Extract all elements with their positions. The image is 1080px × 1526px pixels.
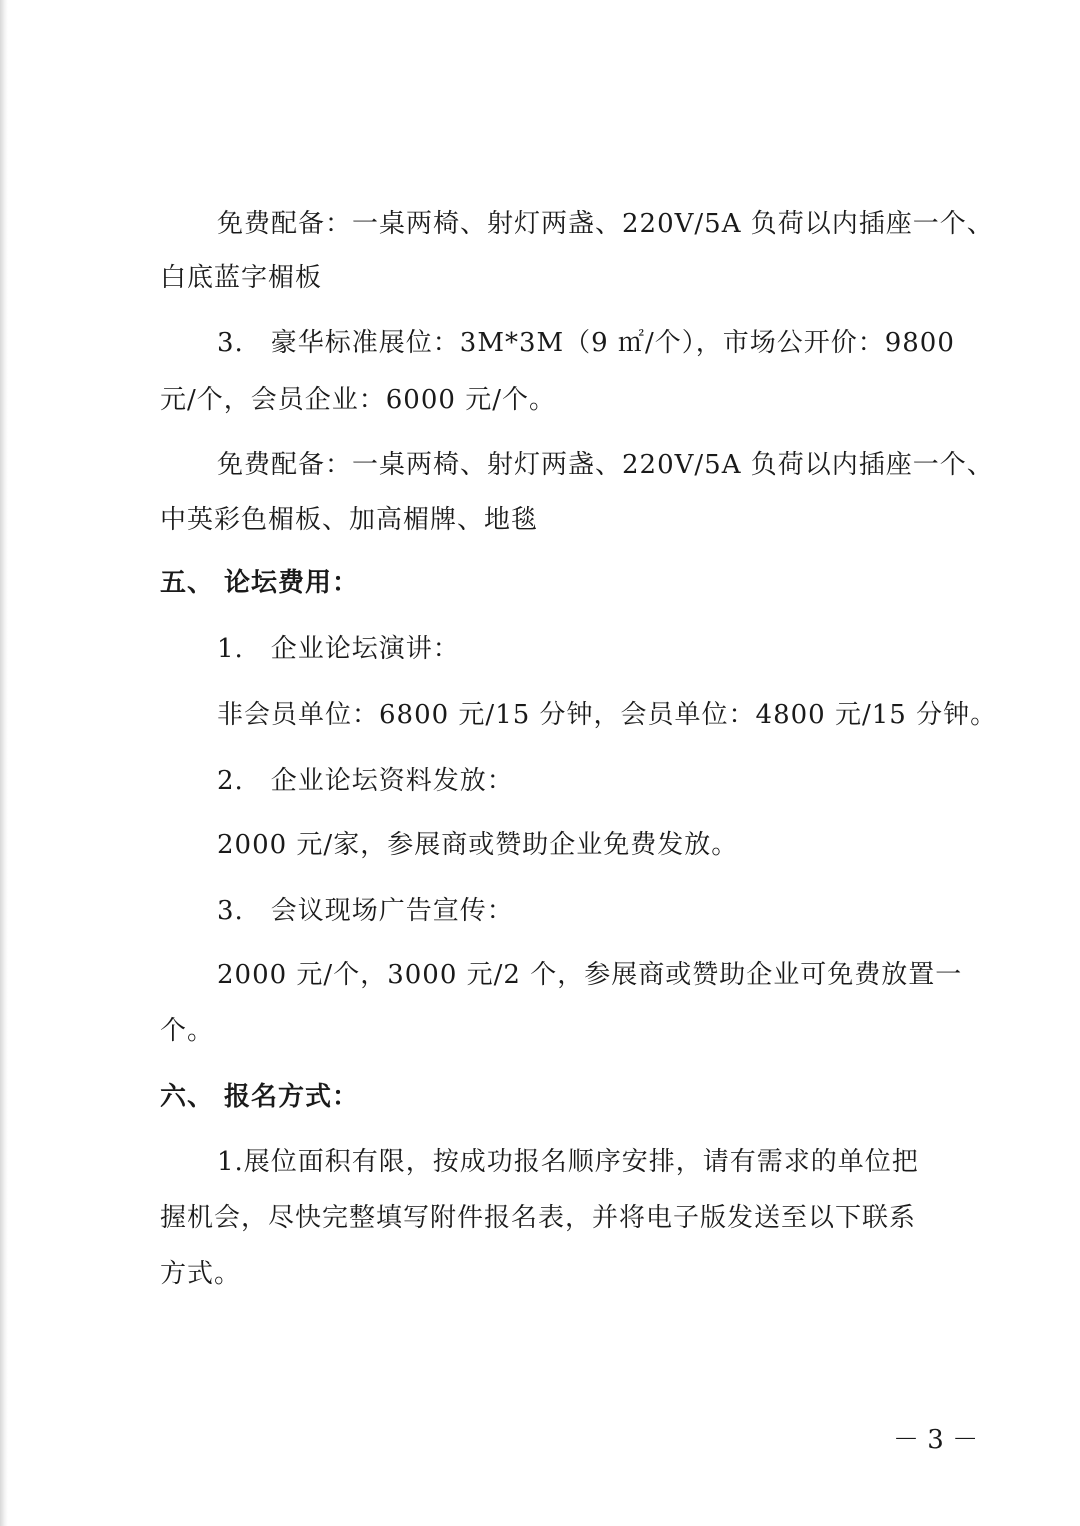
section-heading-registration: 六、 报名方式： xyxy=(160,1082,360,1112)
page-edge-shadow xyxy=(0,0,8,1526)
page-number: － 3 － xyxy=(893,1425,979,1455)
paragraph-forum-materials-price: 2000 元/家，参展商或赞助企业免费发放。 xyxy=(217,830,739,860)
paragraph-advertising-price-continued: 个。 xyxy=(160,1016,215,1046)
paragraph-registration: 1.展位面积有限，按成功报名顺序安排，请有需求的单位把 xyxy=(217,1147,919,1177)
paragraph-registration-continued-1: 握机会，尽快完整填写附件报名表，并将电子版发送至以下联系 xyxy=(160,1203,917,1233)
paragraph-forum-speech-price: 非会员单位：6800 元/15 分钟，会员单位：4800 元/15 分钟。 xyxy=(217,700,998,730)
item-onsite-advertising: 3. 会议现场广告宣传： xyxy=(217,896,514,926)
item-luxury-booth-continued: 元/个，会员企业：6000 元/个。 xyxy=(160,385,556,415)
item-forum-materials: 2. 企业论坛资料发放： xyxy=(217,766,514,796)
paragraph-free-equipment-1: 免费配备：一桌两椅、射灯两盏、220V/5A 负荷以内插座一个、 xyxy=(217,209,994,239)
item-luxury-booth: 3. 豪华标准展位：3M*3M（9 ㎡/个），市场公开价：9800 xyxy=(217,328,955,358)
section-heading-forum-fees: 五、 论坛费用： xyxy=(160,568,360,598)
paragraph-free-equipment-2-continued: 中英彩色楣板、加高楣牌、地毯 xyxy=(160,505,539,535)
paragraph-free-equipment-1-continued: 白底蓝字楣板 xyxy=(160,263,323,293)
item-forum-speech: 1. 企业论坛演讲： xyxy=(217,634,460,664)
paragraph-registration-continued-2: 方式。 xyxy=(160,1259,242,1289)
paragraph-free-equipment-2: 免费配备：一桌两椅、射灯两盏、220V/5A 负荷以内插座一个、 xyxy=(217,450,994,480)
paragraph-advertising-price: 2000 元/个，3000 元/2 个，参展商或赞助企业可免费放置一 xyxy=(217,960,963,990)
